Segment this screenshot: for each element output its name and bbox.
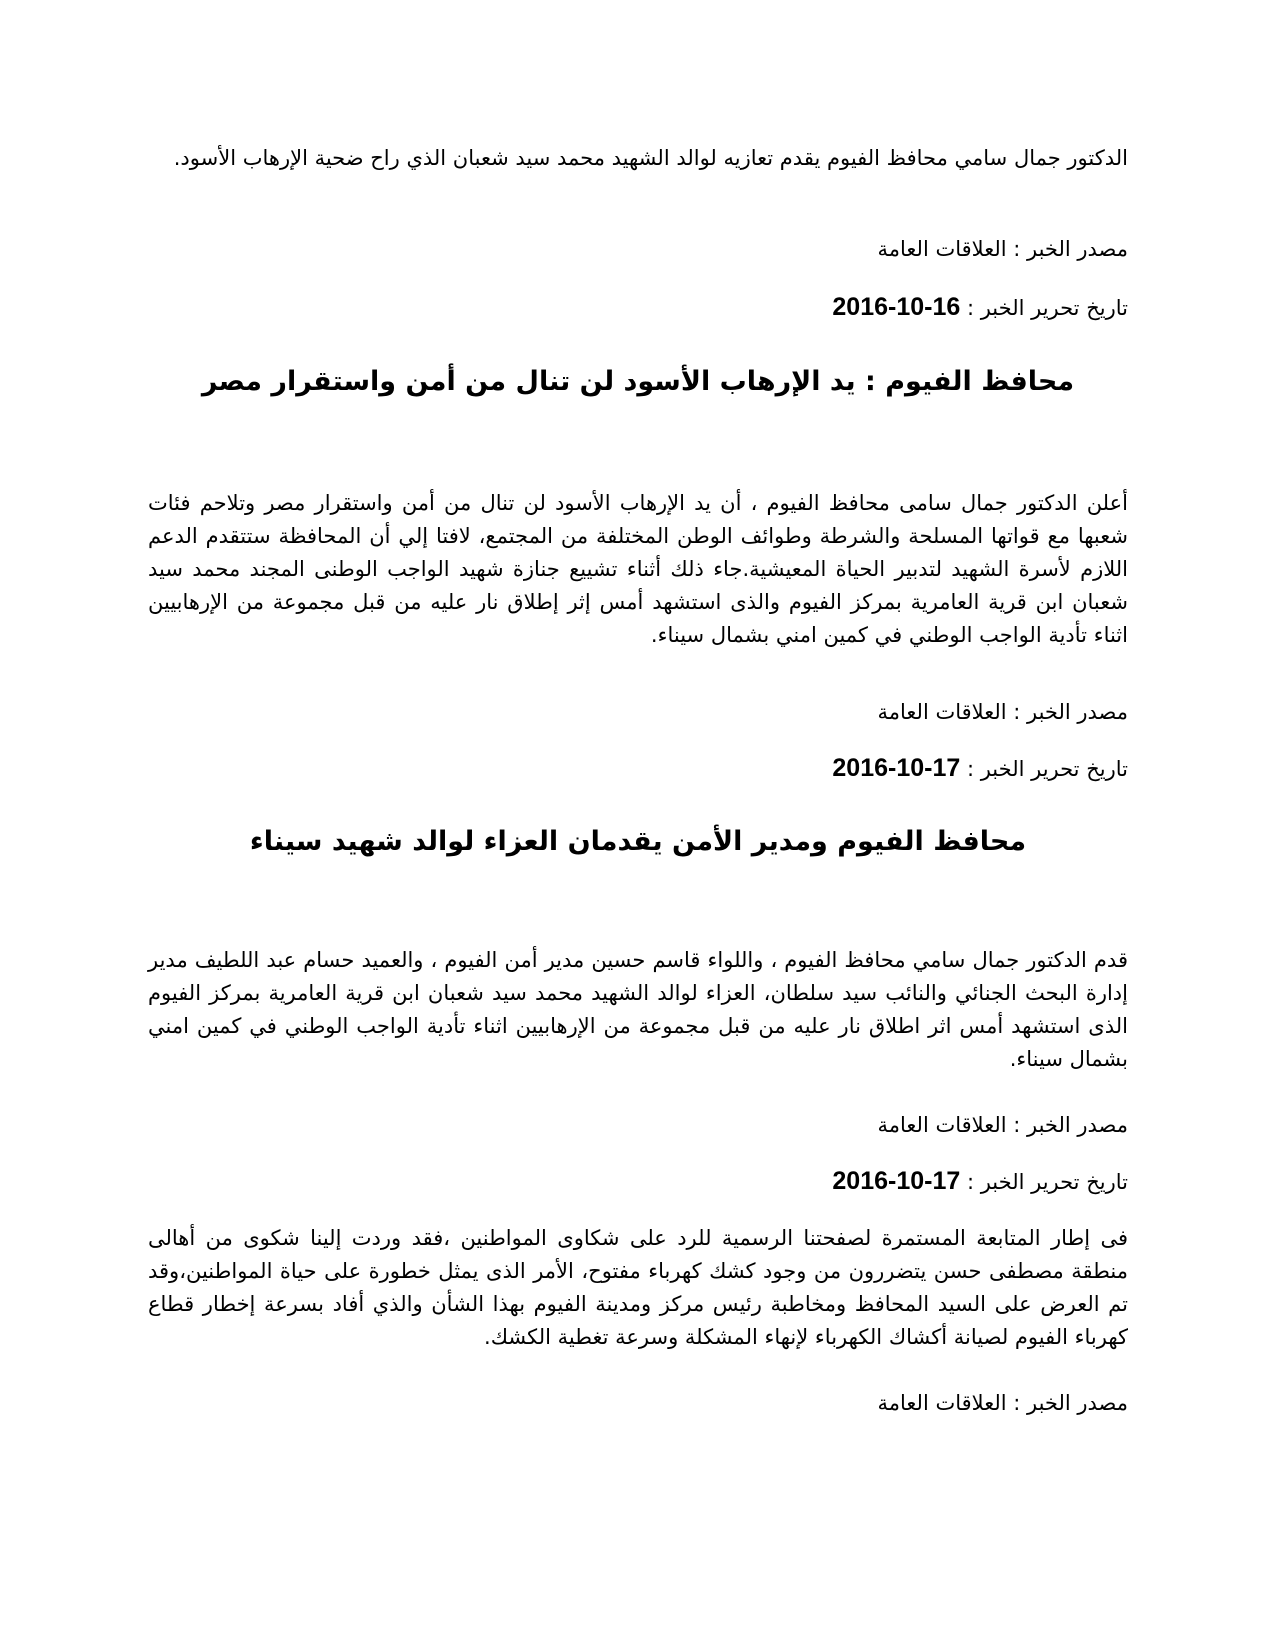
date-label: تاريخ تحرير الخبر : (966, 757, 1128, 781)
article-paragraph: أعلن الدكتور جمال سامى محافظ الفيوم ، أن يد الإرهاب الأسود لن تنال من أمن واستقرار مصر وتلاحم فئات شعبها مع قواتها المسلحة والشرطة وطوائف الوطن المختلفة من المجتمع، لافتا إلي أن المحافظة ستتقدم الدعم اللازم لأسرة الشهيد لتدبير الحياة المعيشية.جاء ذلك أثناء تشييع جنازة شهيد الواجب الوطنى المجند محمد سيد شعبان ابن قرية العامرية بمركز الفيوم والذى استشهد أمس إثر إطلاق نار عليه من قبل مجموعة من الإرهابيين اثناء تأدية الواجب الوطني في كمين امني بشمال سيناء. (148, 491, 1128, 647)
date-value: 2016-10-17 (832, 754, 961, 782)
news-source: مصدر الخبر : العلاقات العامة (877, 237, 1128, 261)
news-source: مصدر الخبر : العلاقات العامة (877, 1113, 1128, 1137)
article2-body (148, 944, 1128, 1076)
intro-paragraph: الدكتور جمال سامي محافظ الفيوم يقدم تعازيه لوالد الشهيد محمد سيد شعبان الذي راح ضحية الإرهاب الأسود. (173, 146, 1128, 170)
date-value: 2016-10-16 (832, 293, 961, 321)
news-date-line (148, 751, 1128, 786)
news-source: مصدر الخبر : العلاقات العامة (877, 1391, 1128, 1415)
article3-body (148, 1222, 1128, 1354)
news-source: مصدر الخبر : العلاقات العامة (877, 700, 1128, 724)
article-headline: محافظ الفيوم : يد الإرهاب الأسود لن تنال من أمن واستقرار مصر (201, 366, 1075, 397)
article2-date (148, 1164, 1128, 1199)
article1-source (148, 697, 1128, 727)
article1-date (148, 751, 1128, 786)
intro-source (148, 234, 1128, 264)
date-value: 2016-10-17 (832, 1167, 961, 1195)
intro-block (148, 142, 1128, 175)
article-headline: محافظ الفيوم ومدير الأمن يقدمان العزاء لوالد شهيد سيناء (249, 826, 1027, 857)
news-date-line (148, 1164, 1128, 1199)
article-paragraph: فى إطار المتابعة المستمرة لصفحتنا الرسمية للرد على شكاوى المواطنين ،فقد وردت إلينا شكوى من أهالى منطقة مصطفى حسن يتضررون من وجود كشك كهرباء مفتوح، الأمر الذى يمثل خطورة على حياة المواطنين،وقد تم العرض على السيد المحافظ ومخاطبة رئيس مركز ومدينة الفيوم بهذا الشأن والذي أفاد بسرعة إخطار قطاع كهرباء الفيوم لصيانة أكشاك الكهرباء لإنهاء المشكلة وسرعة تغطية الكشك. (148, 1226, 1128, 1349)
article2-source (148, 1110, 1128, 1140)
date-label: تاريخ تحرير الخبر : (966, 1170, 1128, 1194)
intro-date (148, 290, 1128, 325)
article3-source (148, 1388, 1128, 1418)
article-paragraph: قدم الدكتور جمال سامي محافظ الفيوم ، واللواء قاسم حسين مدير أمن الفيوم ، والعميد حسام عبد اللطيف مدير إدارة البحث الجنائي والنائب سيد سلطان، العزاء لوالد الشهيد محمد سيد شعبان ابن قرية العامرية بمركز الفيوم الذى استشهد أمس اثر اطلاق نار عليه من قبل مجموعة من الإرهابيين اثناء تأدية الواجب الوطني في كمين امني بشمال سيناء. (148, 948, 1128, 1071)
news-date-line (148, 290, 1128, 325)
article1-body (148, 487, 1128, 652)
date-label: تاريخ تحرير الخبر : (966, 296, 1128, 320)
